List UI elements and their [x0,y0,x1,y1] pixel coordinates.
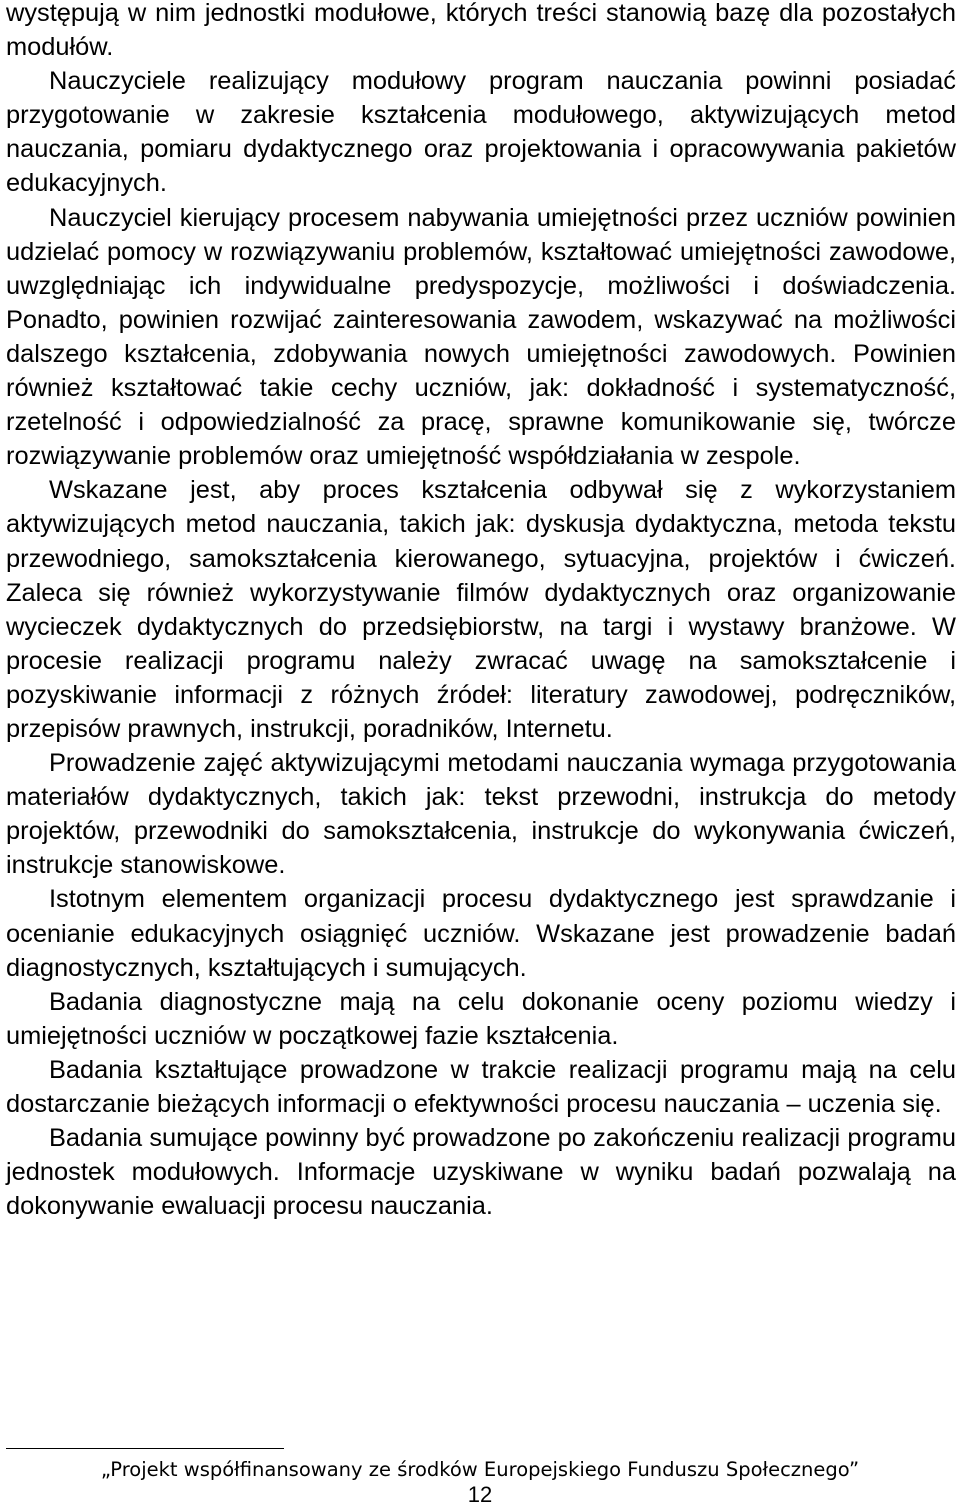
paragraph-diagnostic-tests: Badania diagnostyczne mają na celu dokonanie oceny poziomu wiedzy i umiejętności uczniów w początkowej fazie kształcenia. [6,987,956,1050]
paragraph-materials: Prowadzenie zajęć aktywizującymi metodami nauczania wymaga przygotowania materiałów dydaktycznych, takich jak: tekst przewodni, instrukcja do metody projektów, przewodniki do samokształcenia, instrukcje do wykonywania ćwiczeń, instrukcje stanowiskowe. [6,749,956,880]
paragraph-formative-tests: Badania kształtujące prowadzone w trakcie realizacji programu mają na celu dostarczanie bieżących informacji o efektywności procesu nauczania – uczenia się. [6,1055,956,1118]
paragraph-teacher-role: Nauczyciel kierujący procesem nabywania umiejętności przez uczniów powinien udzielać pomocy w rozwiązywaniu problemów, kształtować umiejętności zawodowe, uwzględniając ich indywidualne predyspozycje, możliwości i doświadczenia. Ponadto, powinien rozwijać zainteresowania zawodem, wskazywać na możliwości dalszego kształcenia, zdobywania nowych umiejętności zawodowych. Powinien również kształtować takie cechy uczniów, jak: dokładność i systematyczność, rzetelność i odpowiedzialność za pracę, sprawne komunikowanie się, twórcze rozwiązywanie problemów oraz umiejętność współdziałania w zespole. [6,203,956,471]
paragraph-summative-tests: Badania sumujące powinny być prowadzone po zakończeniu realizacji programu jednostek modułowych. Informacje uzyskiwane w wyniku badań pozwalają na dokonywanie ewaluacji procesu nauczania. [6,1124,956,1221]
document-body [6,0,956,1223]
page-number: 12 [467,1482,493,1507]
paragraph-active-methods: Wskazane jest, aby proces kształcenia odbywał się z wykorzystaniem aktywizujących metod nauczania, takich jak: dyskusja dydaktyczna, metoda tekstu przewodniego, samokształcenia kierowanego, sytuacyjna, projektów i ćwiczeń. Zaleca się również wykorzystywanie filmów dydaktycznych oraz organizowanie wycieczek dydaktycznych do przedsiębiorstw, na targi i wystawy branżowe. W procesie realizacji programu należy zwracać uwagę na samokształcenie i pozyskiwanie informacji z różnych źródeł: literatury zawodowej, podręczników, przepisów prawnych, instrukcji, poradników, Internetu. [6,476,956,743]
paragraph-teacher-preparation: Nauczyciele realizujący modułowy program nauczania powinni posiadać przygotowanie w zakresie kształcenia modułowego, aktywizujących metod nauczania, pomiaru dydaktycznego oraz projektowania i opracowywania pakietów edukacyjnych. [6,67,956,198]
paragraph-assessment: Istotnym elementem organizacji procesu dydaktycznego jest sprawdzanie i ocenianie edukacyjnych osiągnięć uczniów. Wskazane jest prowadzenie badań diagnostycznych, kształtujących i sumujących. [6,885,956,982]
paragraph-continuation: występują w nim jednostki modułowe, których treści stanowią bazę dla pozostałych modułów. [6,0,956,62]
footer-divider [6,1448,284,1449]
footer-funding-note: „Projekt współfinansowany ze środków Europejskiego Funduszu Społecznego” [100,1458,860,1481]
